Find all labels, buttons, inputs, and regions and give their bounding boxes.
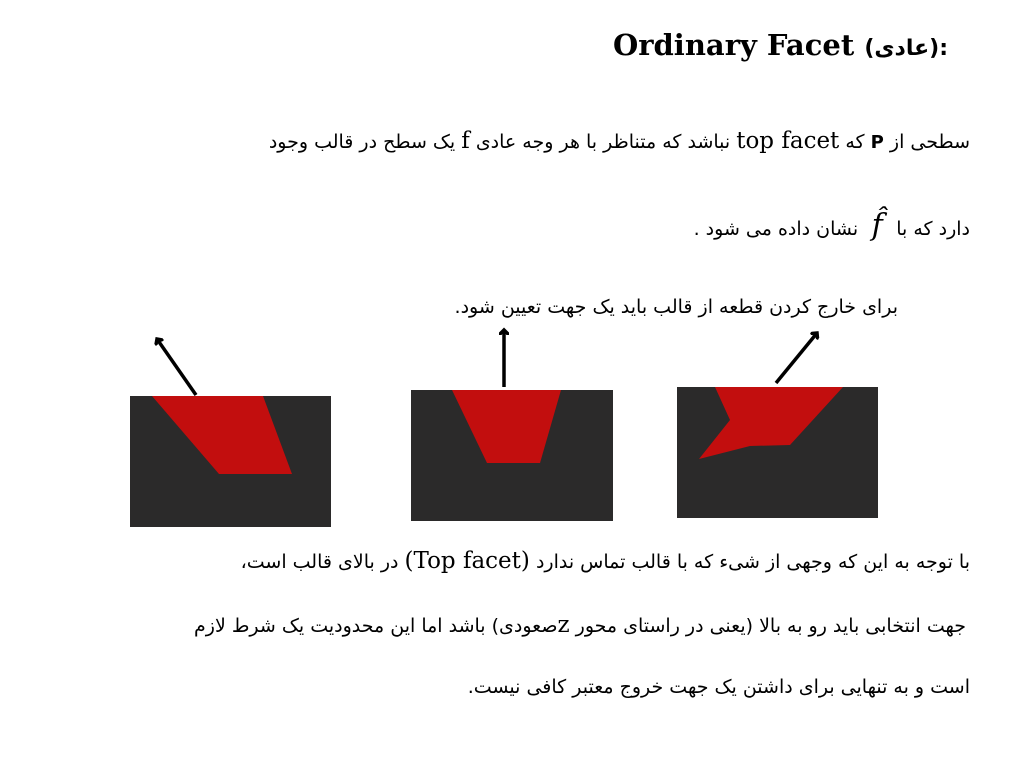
explanation-line-3: است و به تنهایی برای داشتن یک جهت خروج معتبر کافی نیست. [467, 676, 970, 698]
symbol-p: P [870, 132, 884, 153]
symbol-f: f [461, 128, 470, 154]
text-segment: نباشد که متناظر با هر وجه عادی [475, 131, 731, 153]
symbol-f-hat: f̂ [871, 208, 883, 243]
text-segment: نشان داده می شود . [693, 218, 859, 240]
text-segment: که [845, 131, 865, 153]
explanation-line-1 [241, 548, 970, 574]
title-english: Ordinary Facet [612, 28, 855, 62]
mold-figure-left [130, 339, 331, 527]
text-segment: در بالای قالب است، [240, 551, 399, 573]
mold-figure-right [677, 333, 878, 518]
text-segment: سطحی از [889, 131, 970, 153]
text-segment: صعودی) باشد اما این محدودیت یک شرط لازم [194, 615, 558, 637]
removal-arrow [157, 339, 196, 395]
text-segment: جهت انتخابی باید رو به بالا (یعنی در راستای محور [575, 615, 966, 637]
text-segment: یک سطح در قالب وجود [268, 131, 456, 153]
explanation-line-2 [194, 612, 966, 638]
term-top-facet: top facet [736, 128, 840, 154]
symbol-z: z [557, 612, 570, 638]
text-segment: دارد که با [896, 218, 970, 240]
removal-arrow [776, 333, 817, 383]
title-persian: (عادی): [864, 36, 948, 61]
mold-figure-middle [411, 330, 613, 521]
text-segment: با توجه به این که وجهی از شیء که با قالب تماس ندارد [535, 551, 970, 573]
term-top-facet: (Top facet) [404, 548, 530, 574]
direction-caption: برای خارج کردن قطعه از قالب باید یک جهت تعیین شود. [454, 296, 898, 318]
